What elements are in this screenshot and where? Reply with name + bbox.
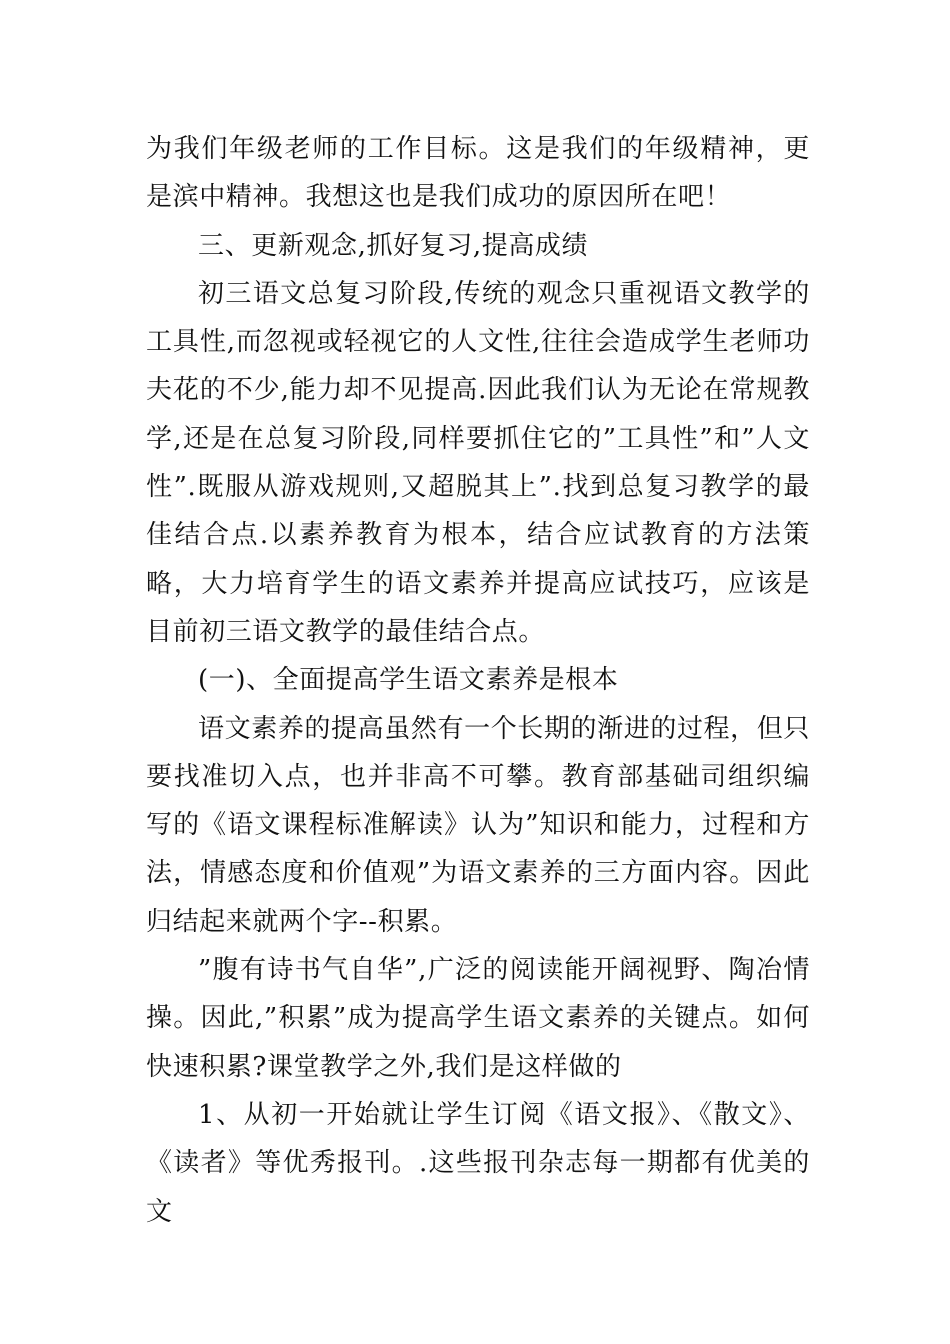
paragraph-review-stage: 初三语文总复习阶段,传统的观念只重视语文教学的工具性,而忽视或轻视它的人文性,往往会造成学生老师功夫花的不少,能力却不见提高.因此我们认为无论在常规教学,还是在总复习阶段,同样要抓住它的”工具性”和”人文性”.既服从游戏规则,又超脱其上”.找到总复习教学的最佳结合点.以素养教育为根本，结合应试教育的方法策略，大力培育学生的语文素养并提高应试技巧，应该是目前初三语文教学的最佳结合点。 (146, 278, 810, 647)
paragraph-list-item-1: 1、从初一开始就让学生订阅《语文报》、《散文》、《读者》等优秀报刊。.这些报刊杂志每一期都有优美的文 (146, 1099, 810, 1227)
paragraph-accumulation: ”腹有诗书气自华”,广泛的阅读能开阔视野、陶冶情操。因此,”积累”成为提高学生语文素养的关键点。如何快速积累?课堂教学之外,我们是这样做的 (146, 955, 810, 1082)
subsection-heading-literacy: (一)、全面提高学生语文素养是根本 (198, 665, 619, 696)
paragraph-literacy: 语文素养的提高虽然有一个长期的渐进的过程，但只要找准切入点，也并非高不可攀。教育部基础司组织编写的《语文课程标准解读》认为”知识和能力，过程和方法，情感态度和价值观”为语文素养的三方面内容。因此归结起来就两个字--积累。 (146, 713, 810, 937)
document-body (146, 125, 810, 1236)
section-heading-update-concepts: 三、更新观念,抓好复习,提高成绩 (198, 230, 589, 261)
paragraph-continuation: 为我们年级老师的工作目标。这是我们的年级精神，更是滨中精神。我想这也是我们成功的原因所在吧！ (146, 134, 810, 213)
